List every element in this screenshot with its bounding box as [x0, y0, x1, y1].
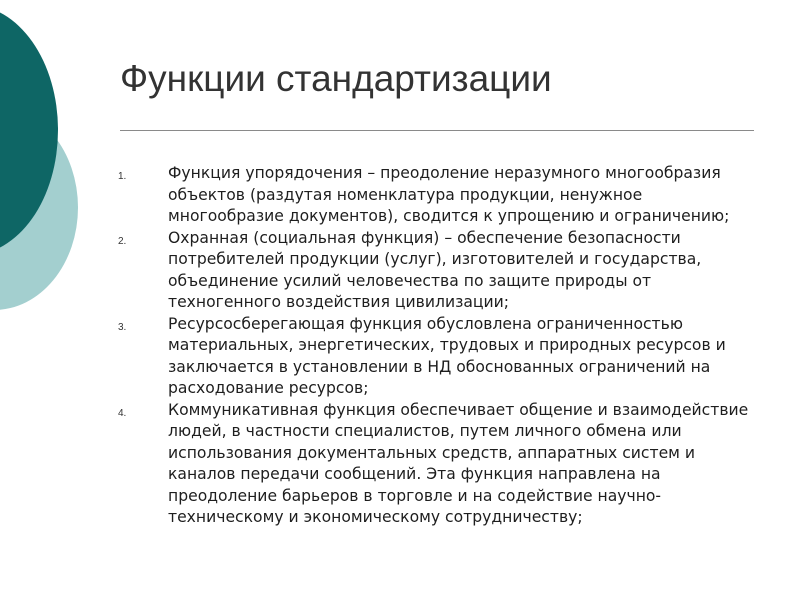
slide-title: Функции стандартизации	[120, 58, 552, 99]
item-text: Охранная (социальная функция) – обеспечение безопасности потребителей продукции (услуг), изготовителей и государства, объединение усилий человечества по защите природы от техногенного воздействия цивилизации;	[168, 228, 702, 311]
item-number: 1.	[118, 171, 127, 182]
item-number: 3.	[118, 321, 127, 333]
functions-list	[118, 163, 758, 529]
list-item	[118, 314, 758, 400]
list-item	[118, 163, 758, 228]
item-text: Ресурсосберегающая функция обусловлена ограниченностью материальных, энергетических, трудовых и природных ресурсов и заключается в установлении в НД обоснованных ограничений на расходование ресурсов;	[168, 314, 726, 397]
item-text: Функция упорядочения – преодоление неразумного многообразия объектов (раздутая номенклатура продукции, ненужное многообразие документов), сводится к упрощению и ограничению;	[168, 164, 730, 225]
list-item	[118, 228, 758, 314]
title-divider	[120, 130, 754, 131]
item-text: Коммуникативная функция обеспечивает общение и взаимодействие людей, в частности специалистов, путем личного обмена или использования документальных средств, аппаратных систем и каналов передачи сообщений. Эта функция направлена на преодоление барьеров в торговле и на содействие научно-техническому и экономическому сотрудничеству;	[168, 400, 749, 526]
item-number: 2.	[118, 235, 127, 247]
list-item	[118, 400, 758, 529]
item-number: 4.	[118, 407, 127, 419]
